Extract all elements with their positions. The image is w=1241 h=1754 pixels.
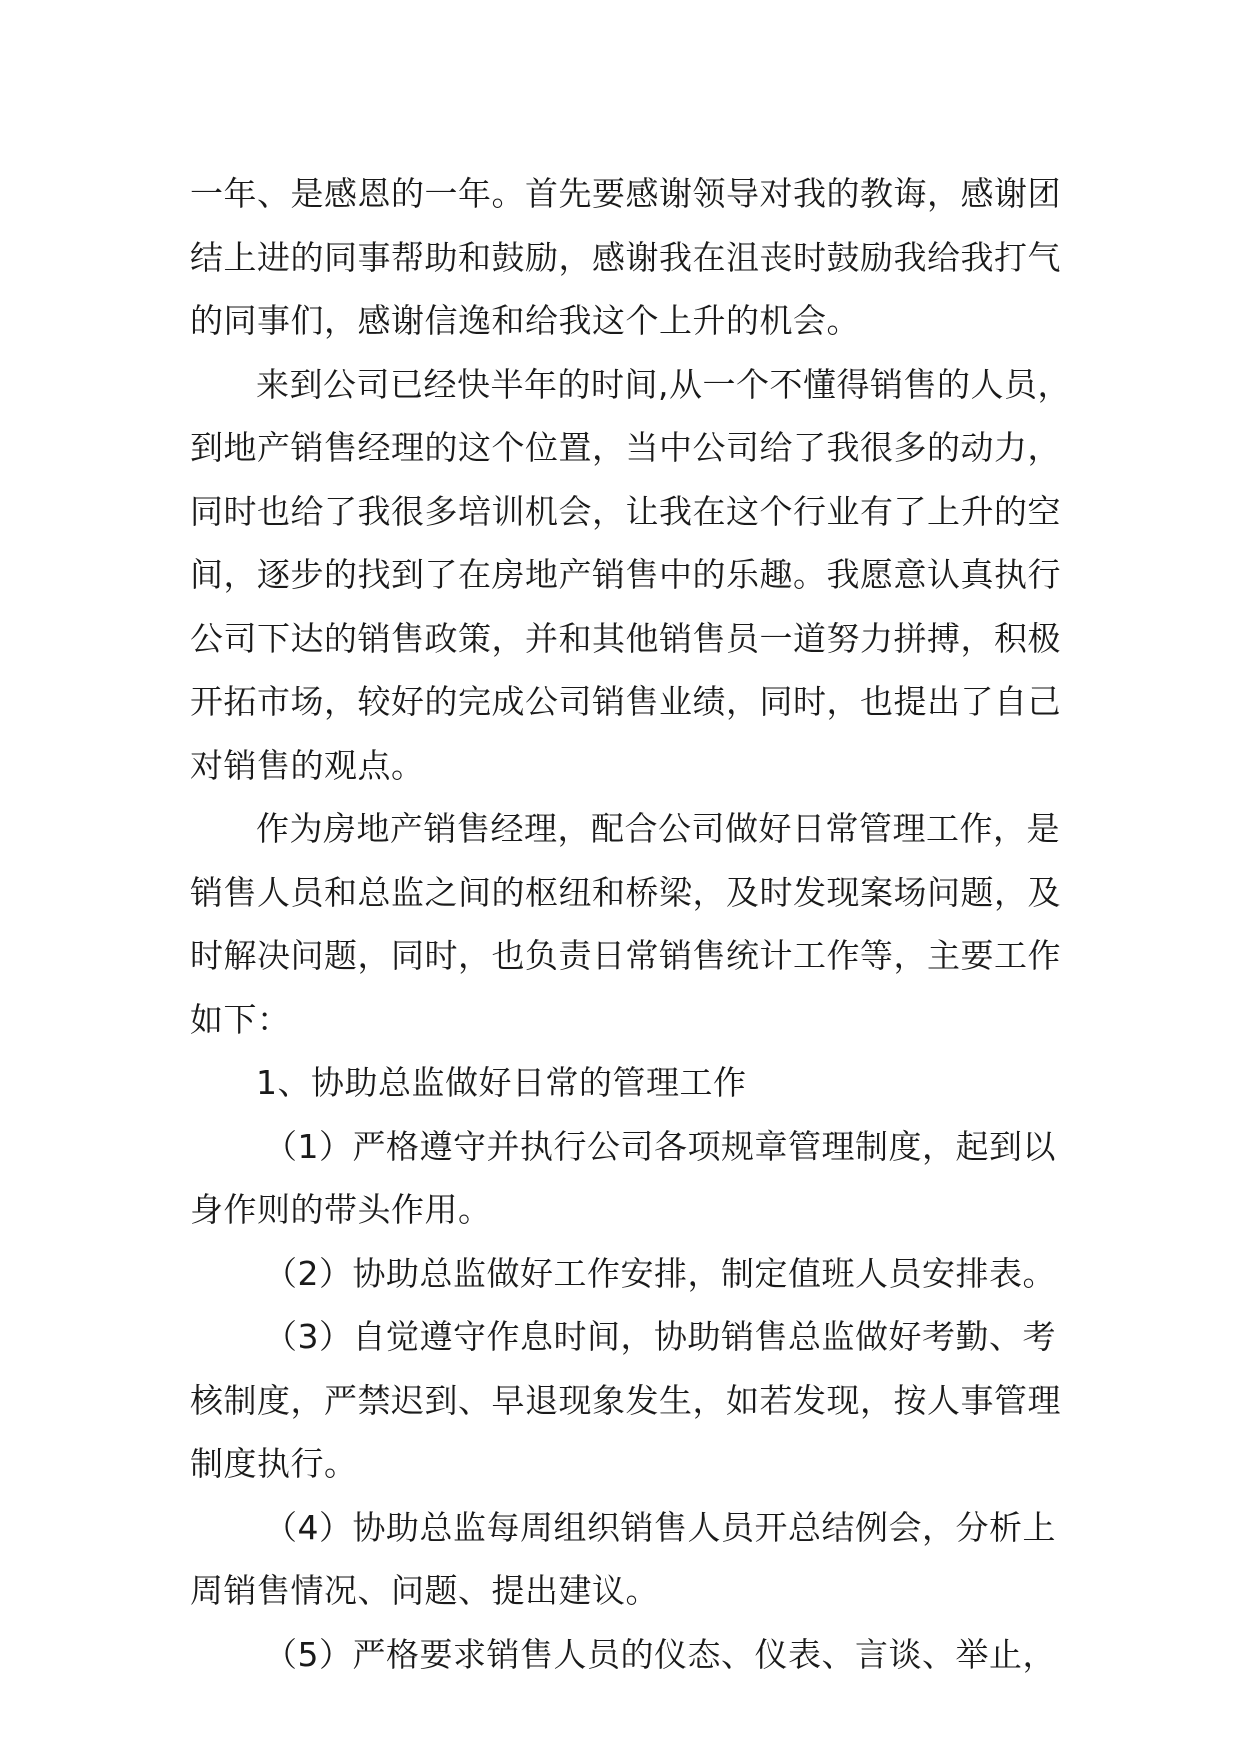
- text-line: 1、协助总监做好日常的管理工作: [256, 1063, 747, 1102]
- paragraph-half-year: [190, 353, 1071, 798]
- text-line: （3）自觉遵守作息时间，协助销售总监做好考勤、考: [264, 1317, 1056, 1356]
- text-line: 时解决问题，同时，也负责日常销售统计工作等，主要工作: [190, 936, 1061, 975]
- list-item-4: [190, 1496, 1056, 1623]
- text-line: 公司下达的销售政策，并和其他销售员一道努力拼搏，积极: [190, 618, 1061, 658]
- text-line: （2）协助总监做好工作安排，制定值班人员安排表。: [264, 1253, 1056, 1293]
- text-line: 同时也给了我很多培训机会，让我在这个行业有了上升的空: [190, 491, 1061, 531]
- list-item-3: [190, 1305, 1061, 1496]
- text-line: 到地产销售经理的这个位置，当中公司给了我很多的动力，: [190, 428, 1061, 467]
- document-body: [190, 162, 1071, 1686]
- paragraph-role: [190, 797, 1061, 1051]
- text-line: 核制度，严禁迟到、早退现象发生，如若发现，按人事管理: [190, 1380, 1061, 1420]
- text-line: 来到公司已经快半年的时间,从一个不懂得销售的人员，: [256, 364, 1071, 404]
- text-line: 周销售情况、问题、提出建议。: [190, 1571, 659, 1610]
- list-item-5: [190, 1623, 1056, 1687]
- text-line: 销售人员和总监之间的枢纽和桥梁，及时发现案场问题，及: [190, 872, 1061, 912]
- section-heading-1: [190, 1051, 1050, 1115]
- list-item-1: [190, 1115, 1056, 1242]
- text-line: 对销售的观点。: [190, 745, 425, 785]
- paragraph-gratitude: [190, 162, 1061, 353]
- text-line: 作为房地产销售经理，配合公司做好日常管理工作，是: [256, 809, 1060, 848]
- text-line: （4）协助总监每周组织销售人员开总结例会，分析上: [264, 1507, 1056, 1547]
- text-line: 制度执行。: [190, 1444, 358, 1483]
- text-line: 结上进的同事帮助和鼓励，感谢我在沮丧时鼓励我给我打气: [190, 237, 1061, 277]
- text-line: 间，逐步的找到了在房地产销售中的乐趣。我愿意认真执行: [190, 555, 1061, 594]
- text-line: 一年、是感恩的一年。首先要感谢领导对我的教诲，感谢团: [190, 174, 1061, 213]
- list-item-2: [190, 1242, 1056, 1306]
- text-line: （1）严格遵守并执行公司各项规章管理制度，起到以: [264, 1126, 1056, 1166]
- text-line: 的同事们，感谢信逸和给我这个上升的机会。: [190, 301, 860, 340]
- text-line: 如下：: [190, 999, 291, 1039]
- text-line: （5）严格要求销售人员的仪态、仪表、言谈、举止，: [264, 1634, 1056, 1674]
- text-line: 身作则的带头作用。: [190, 1190, 492, 1229]
- text-line: 开拓市场，较好的完成公司销售业绩，同时，也提出了自己: [190, 682, 1061, 721]
